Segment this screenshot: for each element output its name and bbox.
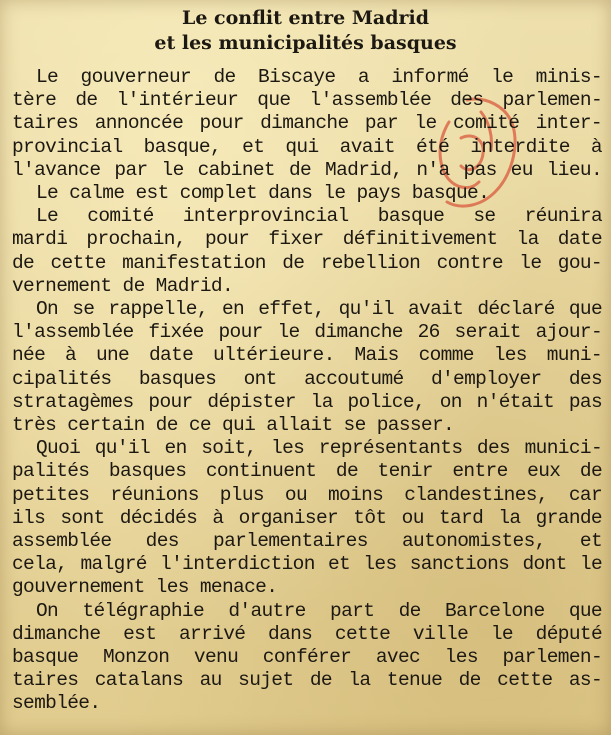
article-line: ils sont décidés à organiser tôt ou tard la grande: [12, 506, 602, 529]
article-line: On télégraphie d'autre part de Barcelone que: [36, 599, 602, 622]
article-line: stratagèmes pour dépister la police, on n'était pas: [12, 390, 602, 413]
article-line: Le gouverneur de Biscaye a informé le minis-: [36, 66, 602, 88]
article-line: dimanche est arrivé dans cette ville le député: [12, 622, 602, 645]
article-line: Le comité interprovincial basque se réunira: [36, 205, 602, 228]
article-line: gouvernement les menace.: [12, 576, 278, 599]
article-line: taires annoncée pour dimanche par le comité inter-: [12, 112, 602, 135]
article-line: mardi prochain, pour fixer définitivement la date: [12, 228, 602, 251]
article-line: basque Monzon venu conférer avec les parlemen-: [12, 646, 602, 669]
article-line: tère de l'intérieur que l'assemblée des parlemen-: [12, 89, 602, 112]
article-line: de cette manifestation de rebellion contre le gou-: [12, 251, 602, 274]
article-line: l'assemblée fixée pour le dimanche 26 serait ajour-: [12, 321, 602, 344]
article-line: cela, malgré l'interdiction et les sanctions dont le: [12, 553, 602, 576]
article-headline: [0, 6, 611, 56]
article-line: très certain de ce qui allait se passer.: [12, 414, 455, 437]
article-line: petites réunions plus ou moins clandestines, car: [12, 483, 602, 506]
article-line: semblée.: [12, 692, 101, 715]
article-line: Quoi qu'il en soit, les représentants des munici-: [36, 437, 602, 460]
article-line: provincial basque, et qui avait été interdite à: [12, 135, 602, 158]
article-line: On se rappelle, en effet, qu'il avait déclaré que: [36, 298, 602, 321]
article-line: l'avance par le cabinet de Madrid, n'a pas eu lieu.: [12, 158, 602, 181]
article-line: vernement de Madrid.: [12, 274, 234, 297]
article-line: Le calme est complet dans le pays basque.: [36, 182, 490, 205]
headline-line-1: Le conflit entre Madrid: [181, 7, 430, 29]
article-line: née à une date ultérieure. Mais comme les muni-: [12, 344, 602, 367]
article-body: [12, 66, 602, 716]
headline-line-2: et les municipalités basques: [154, 32, 457, 54]
article-line: cipalités basques ont accoutumé d'employer des: [12, 367, 602, 390]
article-line: palités basques continuent de tenir entre eux de: [12, 460, 602, 483]
article-line: taires catalans au sujet de la tenue de cette as-: [12, 669, 602, 692]
article-line: assemblée des parlementaires autonomistes, et: [12, 530, 602, 553]
